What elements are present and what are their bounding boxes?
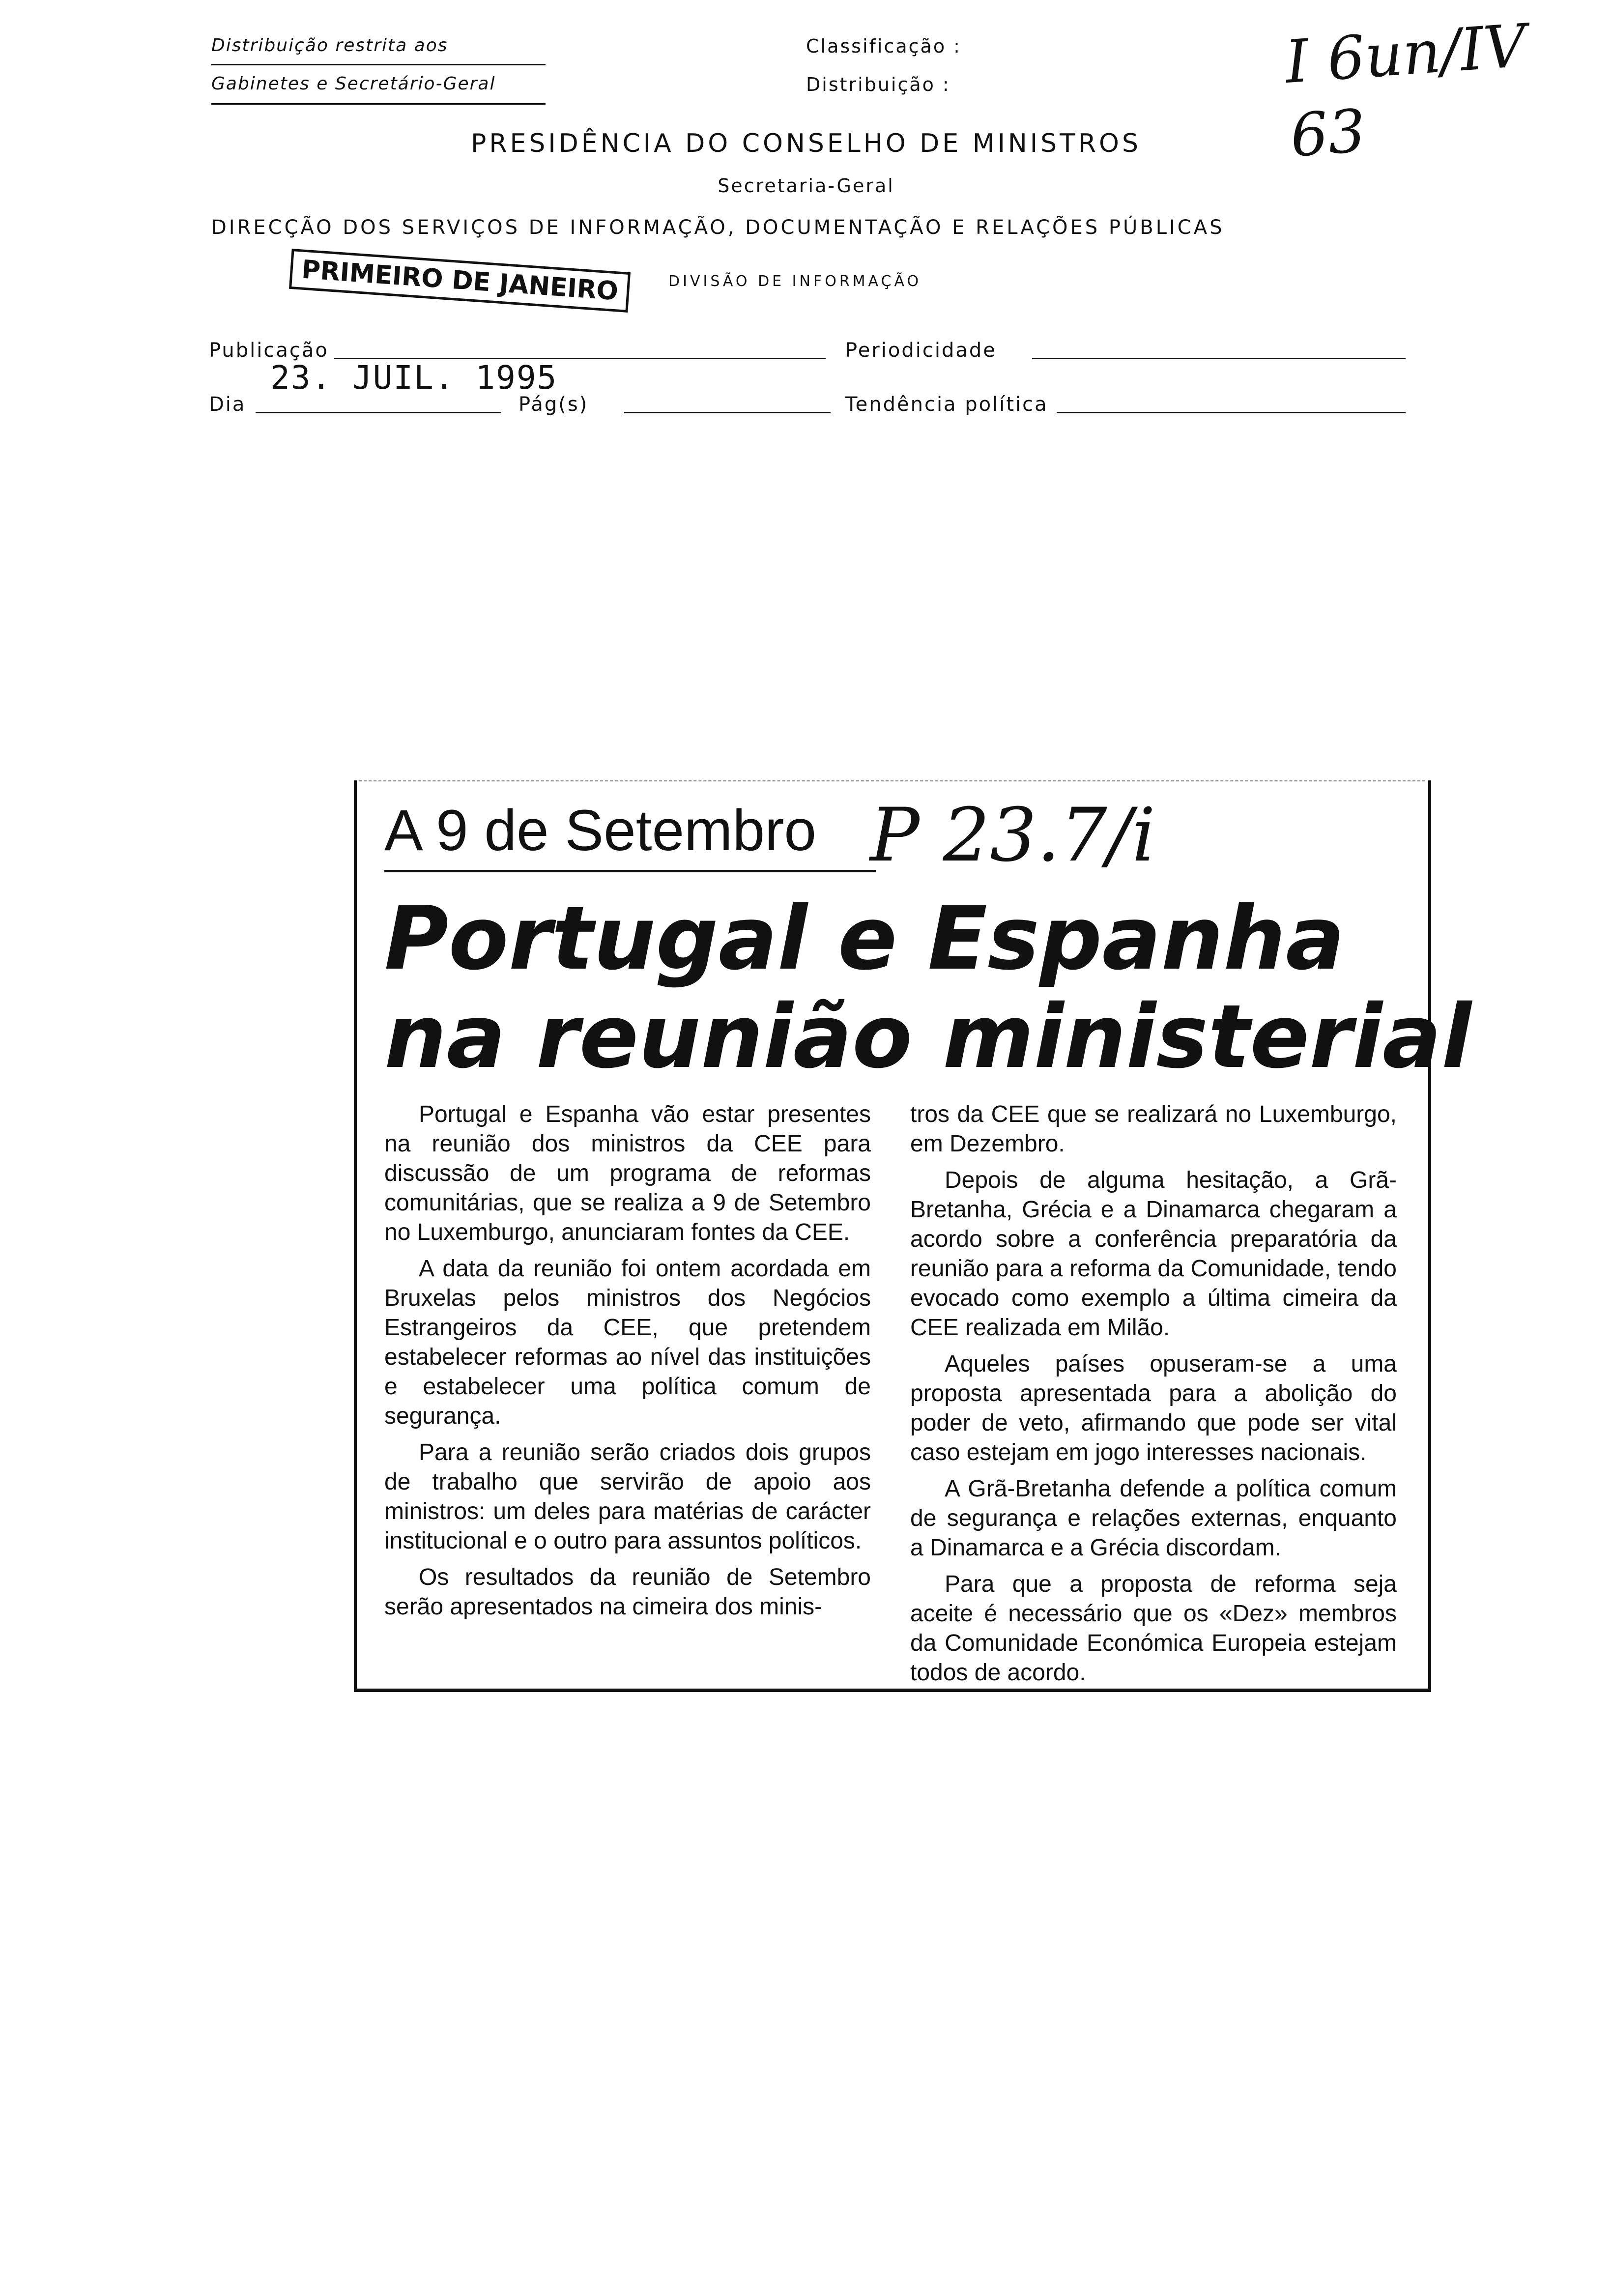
distribution-divider [211, 64, 546, 65]
col1-paragraph: Para a reunião serão criados dois grupos de trabalho que servirão de apoio aos ministros: um deles para matérias de carácter institucional e o outro para assuntos políticos. [384, 1439, 871, 1554]
directorate-title: DIRECÇÃO DOS SERVIÇOS DE INFORMAÇÃO, DOCUMENTAÇÃO E RELAÇÕES PÚBLICAS [211, 216, 1225, 239]
pags-label: Pág(s) [518, 393, 589, 416]
tendencia-line [1057, 412, 1406, 413]
date-stamp: 23. JUIL. 1995 [270, 359, 558, 397]
dia-label: Dia [209, 393, 246, 416]
distribution-note-line1: Distribuição restrita aos [211, 35, 448, 56]
col2-paragraph: Para que a proposta de reforma seja aceite é necessário que os «Dez» membros da Comunidade Económica Europeia estejam todos de acordo. [910, 1571, 1397, 1686]
distribution-underline [211, 103, 546, 105]
col1-paragraph: A data da reunião foi ontem acordada em Bruxelas pelos ministros dos Negócios Estrangeiros da CEE, que pretendem estabelecer reformas ao nível das instituições e estabelecer uma política comum de segurança. [384, 1256, 871, 1429]
headline-line1: Portugal e Espanha [384, 888, 1345, 989]
headline-line2: na reunião ministerial [384, 986, 1472, 1088]
organization-title: PRESIDÊNCIA DO CONSELHO DE MINISTROS [471, 129, 1141, 158]
col2-paragraph: Depois de alguma hesitação, a Grã-Bretanha, Grécia e a Dinamarca chegaram a acordo sobre a conferência preparatória da reunião para a reforma da Comunidade, tendo evocado como exemplo a última cimeira da CEE realizada em Milão. [910, 1167, 1397, 1341]
handwritten-archive-note: I 6un/IV 63 [1283, 12, 1529, 171]
periodicidade-line [1032, 358, 1406, 359]
periodicidade-label: Periodicidade [845, 339, 997, 362]
col1-paragraph: Os resultados da reunião de Setembro serão apresentados na cimeira dos minis- [384, 1564, 871, 1620]
distribuicao-label: Distribuição : [806, 74, 950, 95]
distribution-note-line2: Gabinetes e Secretário-Geral [211, 74, 496, 94]
col2-paragraph: Aqueles países opuseram-se a uma proposta apresentada para a abolição do poder de veto, afirmando que pode ser vital caso estejam em jogo interesses nacionais. [910, 1351, 1397, 1465]
dia-line [256, 412, 501, 413]
article-column-2 [910, 1100, 1397, 1694]
article-kicker: A 9 de Setembro [384, 798, 817, 863]
publicacao-label: Publicação [209, 339, 329, 362]
col1-paragraph: Portugal e Espanha vão estar presentes na reunião dos ministros da CEE para discussão de um programa de reformas comunitárias, que se realiza a 9 de Setembro no Luxemburgo, anunciaram fontes da CEE. [384, 1101, 871, 1245]
pags-line [624, 412, 831, 413]
handwritten-article-note: P 23.7/i [870, 793, 1156, 878]
article-column-1 [384, 1100, 871, 1629]
col2-paragraph: tros da CEE que se realizará no Luxemburgo, em Dezembro. [910, 1101, 1397, 1157]
publication-stamp: PRIMEIRO DE JANEIRO [289, 249, 631, 313]
kicker-underline [384, 870, 876, 872]
division-title: DIVISÃO DE INFORMAÇÃO [668, 273, 922, 290]
classificacao-label: Classificação : [806, 35, 961, 57]
secretariat-title: Secretaria-Geral [718, 175, 894, 197]
col2-paragraph: A Grã-Bretanha defende a política comum de segurança e relações externas, enquanto a Dinamarca e a Grécia discordam. [910, 1476, 1397, 1561]
tendencia-label: Tendência política [845, 393, 1048, 416]
